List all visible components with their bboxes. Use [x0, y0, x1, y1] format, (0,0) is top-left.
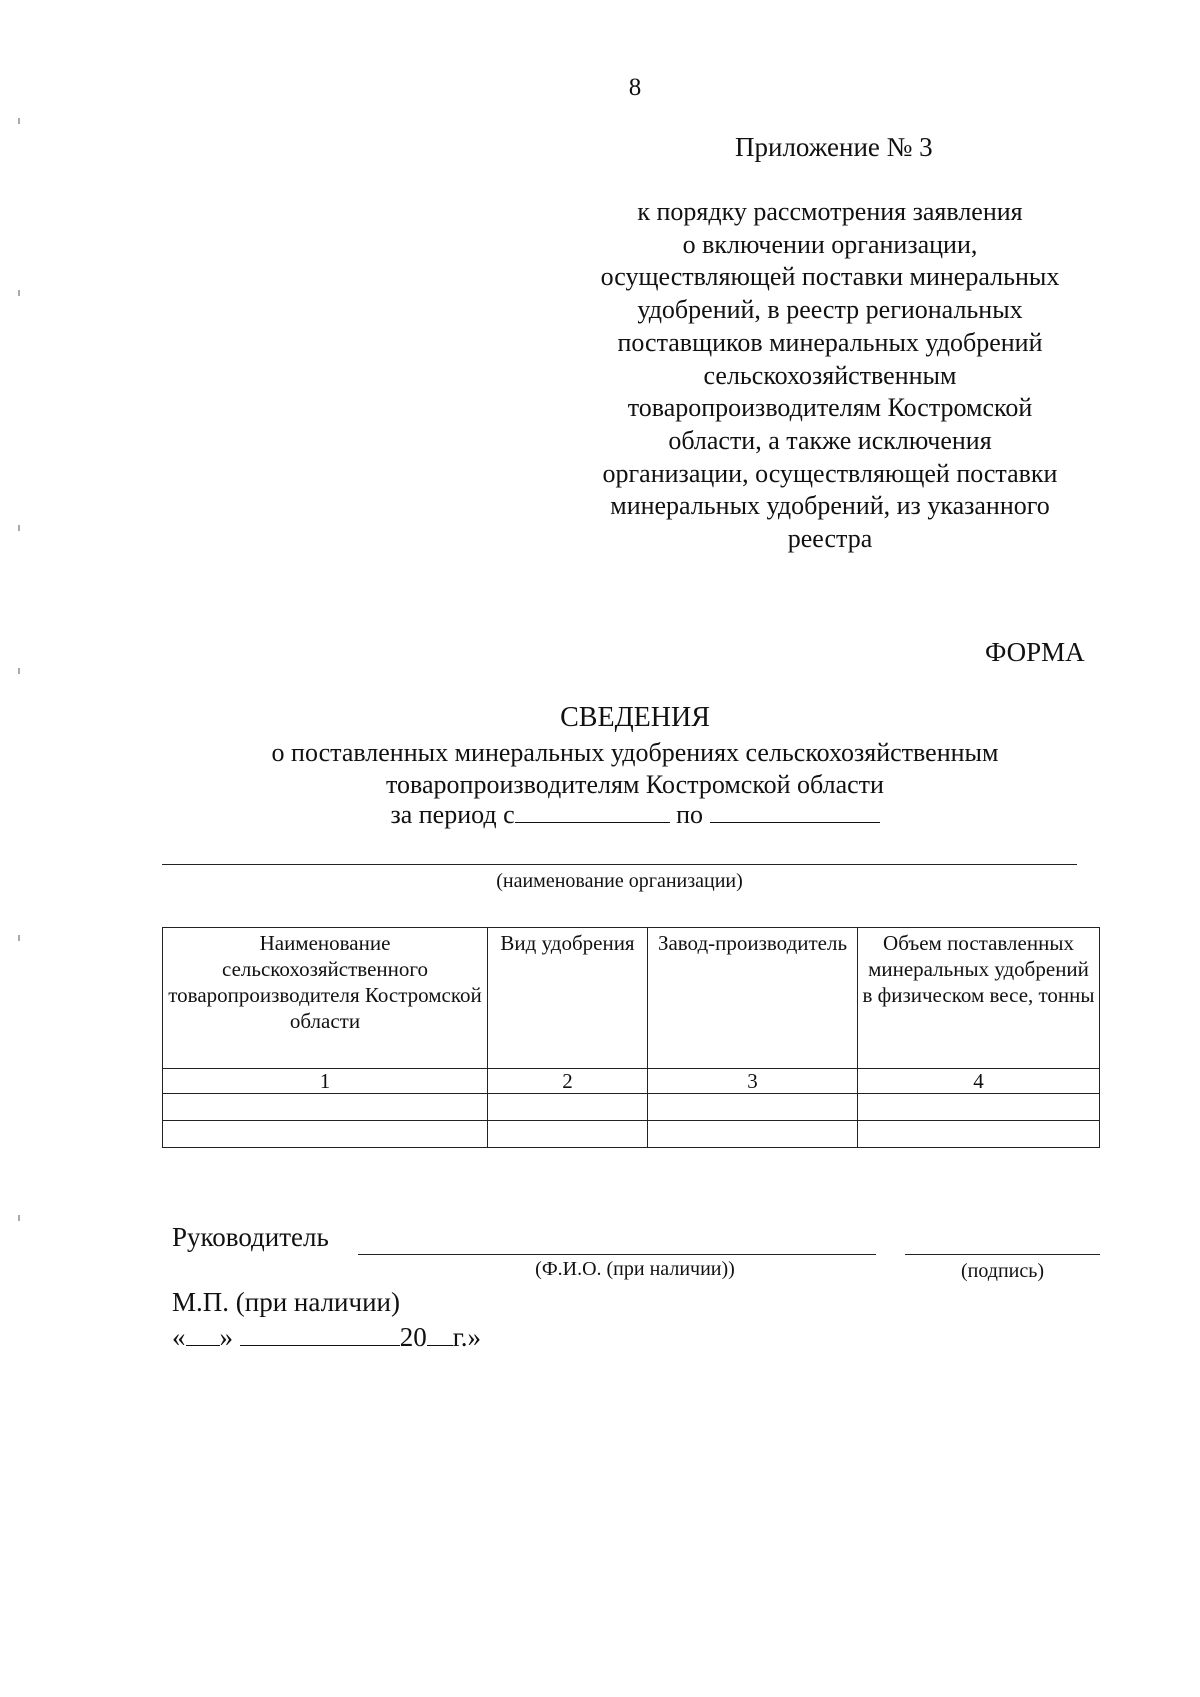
period-line [0, 800, 1200, 830]
table-cell[interactable] [648, 1121, 858, 1148]
header-fertilizer-type: Вид удобрения [488, 928, 648, 1069]
day-blank[interactable] [186, 1325, 220, 1346]
scan-mark [18, 290, 20, 296]
period-prefix: за период с [390, 800, 515, 829]
column-number: 2 [488, 1069, 648, 1094]
month-blank[interactable] [240, 1325, 400, 1346]
period-middle: по [676, 800, 704, 829]
column-number-row [163, 1069, 1100, 1094]
appendix-subtitle: к порядку рассмотрения заявления о включении организации, осуществляющей поставки минеральных удобрений, в реестр региональных поставщиков минеральных удобрений сельскохозяйственным товаропроизводителям Костромской области, а также исключения организации, осуществляющей поставки минеральных удобрений, из указанного реестра [600, 197, 1060, 554]
date-close-quote: » [219, 1322, 233, 1352]
date-line [172, 1322, 481, 1353]
signature-line[interactable] [905, 1254, 1100, 1255]
table-cell[interactable] [858, 1121, 1100, 1148]
fio-caption: (Ф.И.О. (при наличии)) [535, 1258, 735, 1280]
header-manufacturer: Завод-производитель [648, 928, 858, 1069]
page-number: 8 [628, 74, 642, 101]
table-cell[interactable] [488, 1121, 648, 1148]
signature-caption: (подпись) [960, 1260, 1045, 1282]
date-open-quote: « [172, 1322, 186, 1352]
table-cell[interactable] [858, 1094, 1100, 1121]
table-row [163, 1094, 1100, 1121]
year-prefix: 20 [399, 1322, 427, 1352]
form-label: ФОРМА [985, 637, 1085, 667]
signer-label: Руководитель [172, 1222, 329, 1252]
appendix-title: Приложение № 3 [735, 132, 933, 162]
header-producer-name: Наименование сельскохозяйственного товаропроизводителя Костромской области [163, 928, 488, 1069]
column-number: 1 [163, 1069, 488, 1094]
table-cell[interactable] [163, 1094, 488, 1121]
period-end-blank[interactable] [710, 800, 880, 823]
table-cell[interactable] [648, 1094, 858, 1121]
organization-name-line[interactable] [162, 864, 1077, 865]
scan-mark [18, 935, 20, 941]
scan-mark [18, 525, 20, 531]
column-number: 4 [858, 1069, 1100, 1094]
period-start-blank[interactable] [515, 800, 670, 823]
table-header-row [163, 928, 1100, 1069]
fio-line[interactable] [358, 1254, 876, 1255]
table-row [163, 1121, 1100, 1148]
document-subheading: о поставленных минеральных удобрениях сельскохозяйственным товаропроизводителям Костромской области [271, 738, 999, 799]
scan-mark [18, 668, 20, 674]
column-number: 3 [648, 1069, 858, 1094]
supply-table [162, 927, 1100, 1148]
table-cell[interactable] [163, 1121, 488, 1148]
organization-caption: (наименование организации) [496, 870, 743, 892]
document-heading: СВЕДЕНИЯ [560, 702, 710, 733]
table-cell[interactable] [488, 1094, 648, 1121]
scan-mark [18, 118, 20, 124]
scan-mark [18, 1215, 20, 1221]
seal-label: М.П. (при наличии) [172, 1287, 400, 1317]
header-volume: Объем поставленных минеральных удобрений в физическом весе, тонны [858, 928, 1100, 1069]
date-suffix: г.» [452, 1322, 482, 1352]
year-blank[interactable] [427, 1325, 453, 1346]
